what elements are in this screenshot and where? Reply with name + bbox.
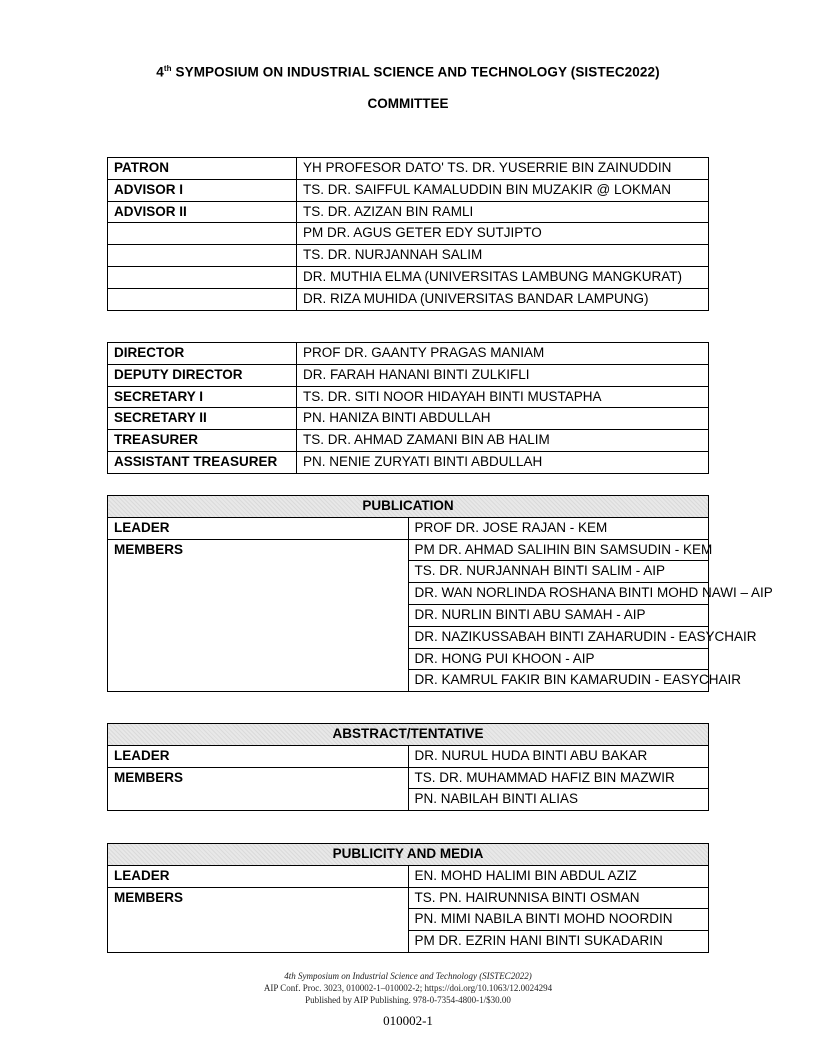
name-cell: DR. KAMRUL FAKIR BIN KAMARUDIN - EASYCHAIR <box>408 670 709 692</box>
name-cell: DR. WAN NORLINDA ROSHANA BINTI MOHD NAWI – AIP <box>408 583 709 605</box>
table-row <box>108 430 709 452</box>
role-cell: SECRETARY II <box>108 408 297 430</box>
name-cell: TS. DR. NURJANNAH BINTI SALIM - AIP <box>408 561 709 583</box>
name-cell: TS. DR. MUHAMMAD HAFIZ BIN MAZWIR <box>408 767 709 789</box>
page-title <box>0 64 816 80</box>
table-row <box>108 201 709 223</box>
name-cell: YH PROFESOR DATO' TS. DR. YUSERRIE BIN ZAINUDDIN <box>297 158 709 180</box>
table-row <box>108 179 709 201</box>
name-cell: PN. MIMI NABILA BINTI MOHD NOORDIN <box>408 909 709 931</box>
role-cell: MEMBERS <box>108 767 409 811</box>
table-row <box>108 364 709 386</box>
role-cell: ASSISTANT TREASURER <box>108 451 297 473</box>
table-row <box>108 745 709 767</box>
role-cell: SECRETARY I <box>108 386 297 408</box>
directorate-table <box>107 342 709 474</box>
role-cell: MEMBERS <box>108 887 409 952</box>
section-header-row <box>108 496 709 518</box>
title-number: 4 <box>156 64 164 80</box>
name-cell: DR. MUTHIA ELMA (UNIVERSITAS LAMBUNG MANGKURAT) <box>297 266 709 288</box>
role-cell: MEMBERS <box>108 539 409 692</box>
table-row <box>108 517 709 539</box>
role-cell <box>108 266 297 288</box>
name-cell: PROF DR. JOSE RAJAN - KEM <box>408 517 709 539</box>
role-cell: LEADER <box>108 865 409 887</box>
footer-citation: AIP Conf. Proc. 3023, 010002-1–010002-2; https://doi.org/10.1063/12.0024294 <box>263 983 553 993</box>
table-row <box>108 343 709 365</box>
table-row <box>108 245 709 267</box>
table-row <box>108 266 709 288</box>
name-cell: DR. FARAH HANANI BINTI ZULKIFLI <box>297 364 709 386</box>
name-cell: PN. NENIE ZURYATI BINTI ABDULLAH <box>297 451 709 473</box>
table-row <box>108 158 709 180</box>
section-header: ABSTRACT/TENTATIVE <box>108 724 709 746</box>
name-cell: PN. HANIZA BINTI ABDULLAH <box>297 408 709 430</box>
name-cell: TS. PN. HAIRUNNISA BINTI OSMAN <box>408 887 709 909</box>
role-cell: LEADER <box>108 517 409 539</box>
name-cell: TS. DR. AZIZAN BIN RAMLI <box>297 201 709 223</box>
publication-table <box>107 495 773 692</box>
name-cell: DR. HONG PUI KHOON - AIP <box>408 648 709 670</box>
table-row <box>108 539 709 561</box>
table-row <box>108 223 709 245</box>
page-number: 010002-1 <box>383 1013 433 1028</box>
page-subtitle: COMMITTEE <box>367 96 449 111</box>
role-cell: ADVISOR I <box>108 179 297 201</box>
name-cell: PN. NABILAH BINTI ALIAS <box>408 789 709 811</box>
role-cell <box>108 288 297 310</box>
name-cell: EN. MOHD HALIMI BIN ABDUL AZIZ <box>408 865 709 887</box>
advisory-table <box>107 157 709 311</box>
title-text: SYMPOSIUM ON INDUSTRIAL SCIENCE AND TECHNOLOGY (SISTEC2022) <box>171 64 660 80</box>
name-cell: PM DR. AGUS GETER EDY SUTJIPTO <box>297 223 709 245</box>
name-cell: TS. DR. SITI NOOR HIDAYAH BINTI MUSTAPHA <box>297 386 709 408</box>
abstract-table <box>107 723 709 811</box>
name-cell: TS. DR. SAIFFUL KAMALUDDIN BIN MUZAKIR @ LOKMAN <box>297 179 709 201</box>
name-cell: DR. NURLIN BINTI ABU SAMAH - AIP <box>408 604 709 626</box>
role-cell: LEADER <box>108 745 409 767</box>
name-cell: TS. DR. NURJANNAH SALIM <box>297 245 709 267</box>
role-cell: DEPUTY DIRECTOR <box>108 364 297 386</box>
table-row <box>108 288 709 310</box>
section-header: PUBLICITY AND MEDIA <box>108 844 709 866</box>
role-cell <box>108 223 297 245</box>
name-cell: DR. RIZA MUHIDA (UNIVERSITAS BANDAR LAMPUNG) <box>297 288 709 310</box>
section-header-row <box>108 844 709 866</box>
name-cell: TS. DR. AHMAD ZAMANI BIN AB HALIM <box>297 430 709 452</box>
section-header: PUBLICATION <box>108 496 709 518</box>
name-cell: PROF DR. GAANTY PRAGAS MANIAM <box>297 343 709 365</box>
role-cell: PATRON <box>108 158 297 180</box>
role-cell <box>108 245 297 267</box>
section-header-row <box>108 724 709 746</box>
footer-publisher: Published by AIP Publishing. 978-0-7354-4800-1/$30.00 <box>305 995 511 1005</box>
name-cell: DR. NAZIKUSSABAH BINTI ZAHARUDIN - EASYCHAIR <box>408 626 709 648</box>
name-cell: PM DR. EZRIN HANI BINTI SUKADARIN <box>408 931 709 953</box>
name-cell: PM DR. AHMAD SALIHIN BIN SAMSUDIN - KEM <box>408 539 709 561</box>
role-cell: ADVISOR II <box>108 201 297 223</box>
footer-conference: 4th Symposium on Industrial Science and Technology (SISTEC2022) <box>284 971 532 981</box>
title-ordinal: th <box>163 64 172 73</box>
table-row <box>108 767 709 789</box>
name-cell: DR. NURUL HUDA BINTI ABU BAKAR <box>408 745 709 767</box>
table-row <box>108 887 709 909</box>
role-cell: DIRECTOR <box>108 343 297 365</box>
role-cell: TREASURER <box>108 430 297 452</box>
table-row <box>108 451 709 473</box>
publicity-table <box>107 843 709 953</box>
table-row <box>108 865 709 887</box>
table-row <box>108 386 709 408</box>
table-row <box>108 408 709 430</box>
